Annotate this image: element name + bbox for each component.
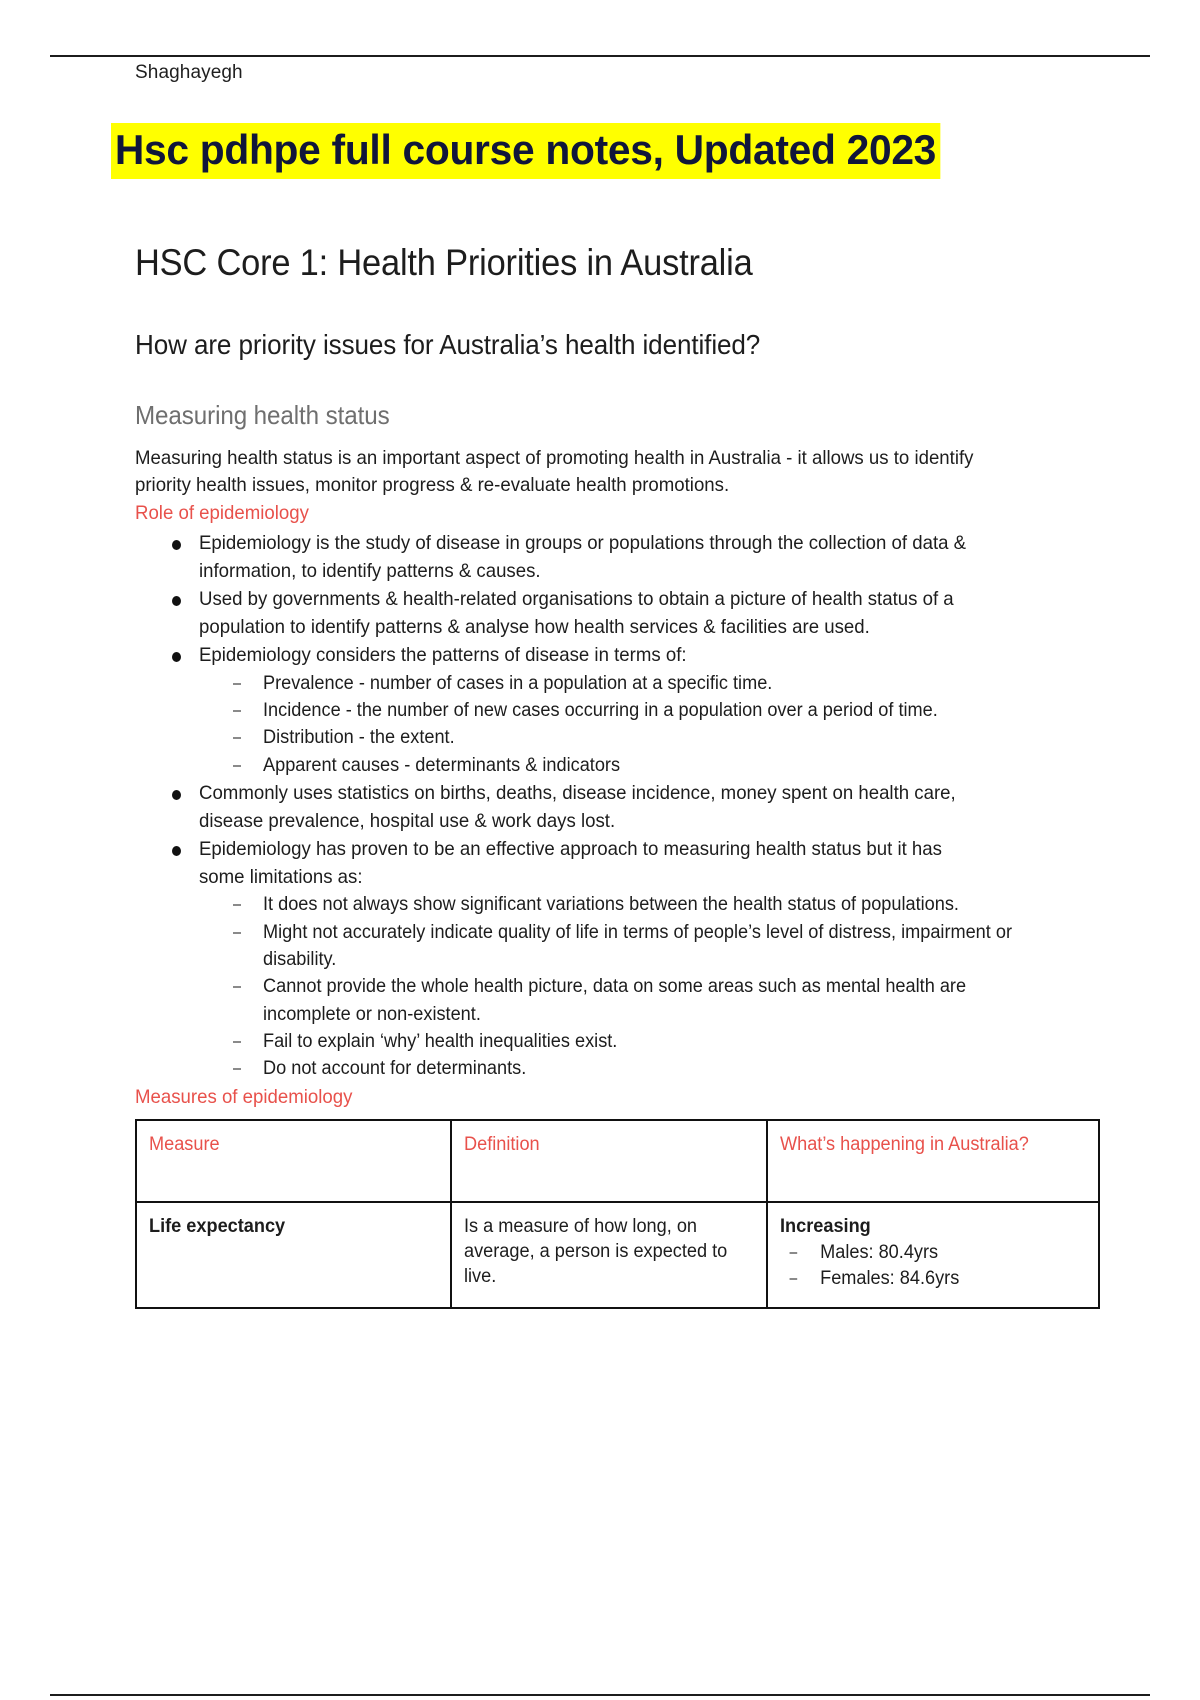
- table-cell-measure-text: Life expectancy: [149, 1215, 286, 1237]
- intro-paragraph: Measuring health status is an important aspect of promoting health in Australia - it allows us to identify priority health issues, monitor progress & re-evaluate health promotions.: [135, 447, 974, 497]
- status-list-item-text: Females: 84.6yrs: [820, 1267, 960, 1289]
- dash-bullet-icon: [233, 932, 241, 934]
- table-cell-measure: [136, 1202, 451, 1308]
- sub-bullet-list: [199, 670, 1015, 779]
- table-cell-australia-content: [780, 1214, 1072, 1292]
- sub-list-item-text: Distribution - the extent.: [263, 727, 455, 749]
- status-label: Increasing: [780, 1215, 871, 1237]
- list-item: [135, 585, 1015, 641]
- list-item: [135, 835, 1015, 1083]
- table-header-definition: [451, 1120, 767, 1202]
- bullet-dot-icon: [172, 846, 181, 856]
- table-row: [136, 1202, 1099, 1308]
- dash-bullet-icon: [233, 683, 241, 685]
- table-header-definition-text: Definition: [464, 1133, 540, 1155]
- table-cell-australia: [767, 1202, 1099, 1308]
- focus-question-heading: How are priority issues for Australia’s health identified?: [135, 329, 761, 361]
- sub-list-item: [199, 752, 1079, 779]
- status-list-item: [780, 1266, 1072, 1292]
- list-item-text: Epidemiology has proven to be an effective approach to measuring health status but it has some limitations as:: [199, 838, 942, 889]
- sub-list-item: [199, 891, 1079, 918]
- footer-divider: [50, 1694, 1150, 1696]
- dash-bullet-icon: [233, 710, 241, 712]
- list-item-text: Epidemiology is the study of disease in groups or populations through the collection of data & information, to identify patterns & causes.: [199, 532, 967, 583]
- measures-table: [135, 1119, 1100, 1309]
- subsection-heading: Measuring health status: [135, 399, 390, 430]
- measures-of-epidemiology-heading: Measures of epidemiology: [135, 1085, 353, 1108]
- list-item: [135, 641, 1015, 779]
- sub-list-item-text: Incidence - the number of new cases occurring in a population over a period of time.: [263, 699, 938, 721]
- dash-bullet-icon: [790, 1278, 798, 1280]
- table-header-row: [136, 1120, 1099, 1202]
- core-heading: HSC Core 1: Health Priorities in Australia: [135, 241, 753, 283]
- status-list-item: [780, 1240, 1072, 1266]
- list-item-text: Epidemiology considers the patterns of disease in terms of:: [199, 644, 687, 667]
- table-cell-definition: [451, 1202, 767, 1308]
- epidemiology-bullet-list: [135, 529, 1035, 1083]
- dash-bullet-icon: [233, 765, 241, 767]
- sub-list-item-text: It does not always show significant variations between the health status of populations.: [263, 894, 959, 916]
- dash-bullet-icon: [233, 1041, 241, 1043]
- dash-bullet-icon: [233, 1068, 241, 1070]
- document-title-row: [111, 123, 1035, 179]
- sub-list-item-text: Might not accurately indicate quality of life in terms of people’s level of distress, impairment or disability.: [263, 921, 1013, 970]
- sub-list-item-text: Cannot provide the whole health picture, data on some areas such as mental health are incomplete or non-existent.: [263, 976, 967, 1025]
- sub-list-item: [199, 1028, 1079, 1055]
- sub-list-item: [199, 670, 1079, 697]
- bullet-dot-icon: [172, 596, 181, 606]
- status-list-item-text: Males: 80.4yrs: [820, 1241, 939, 1263]
- list-item: [135, 779, 1015, 835]
- sub-list-item-text: Fail to explain ‘why’ health inequalities exist.: [263, 1031, 618, 1053]
- bullet-dot-icon: [172, 790, 181, 800]
- list-item: [135, 529, 1015, 585]
- sub-list-item-text: Apparent causes - determinants & indicators: [263, 754, 621, 776]
- table-header-measure: [136, 1120, 451, 1202]
- table-header-measure-text: Measure: [149, 1133, 220, 1155]
- sub-list-item: [199, 973, 1079, 1028]
- sub-list-item-text: Prevalence - number of cases in a population at a specific time.: [263, 672, 773, 694]
- table-cell-definition-text: Is a measure of how long, on average, a person is expected to live.: [464, 1215, 728, 1288]
- list-item-text: Used by governments & health-related organisations to obtain a picture of health status of a population to identify patterns & analyse how health services & facilities are used.: [199, 588, 954, 639]
- dash-bullet-icon: [790, 1252, 798, 1254]
- table-header-australia: [767, 1120, 1099, 1202]
- sub-list-item: [199, 724, 1079, 751]
- list-item-text: Commonly uses statistics on births, deaths, disease incidence, money spent on health care, disease prevalence, hospital use & work days lost.: [199, 781, 956, 833]
- status-item-list: [780, 1240, 1072, 1291]
- table-header-australia-text: What’s happening in Australia?: [780, 1133, 1029, 1155]
- dash-bullet-icon: [233, 904, 241, 906]
- author-name: Shaghayegh: [135, 62, 243, 83]
- bullet-dot-icon: [172, 652, 181, 662]
- sub-bullet-list: [199, 891, 1015, 1083]
- sub-list-item-text: Do not account for determinants.: [263, 1058, 527, 1080]
- document-content: [114, 62, 1035, 1309]
- sub-list-item: [199, 697, 1079, 724]
- dash-bullet-icon: [233, 737, 241, 739]
- role-of-epidemiology-heading: Role of epidemiology: [135, 502, 309, 525]
- document-title: Hsc pdhpe full course notes, Updated 2023: [111, 123, 940, 179]
- bullet-dot-icon: [172, 540, 181, 550]
- sub-list-item: [199, 919, 1079, 974]
- header-divider: [50, 55, 1150, 57]
- sub-list-item: [199, 1055, 1079, 1082]
- dash-bullet-icon: [233, 986, 241, 988]
